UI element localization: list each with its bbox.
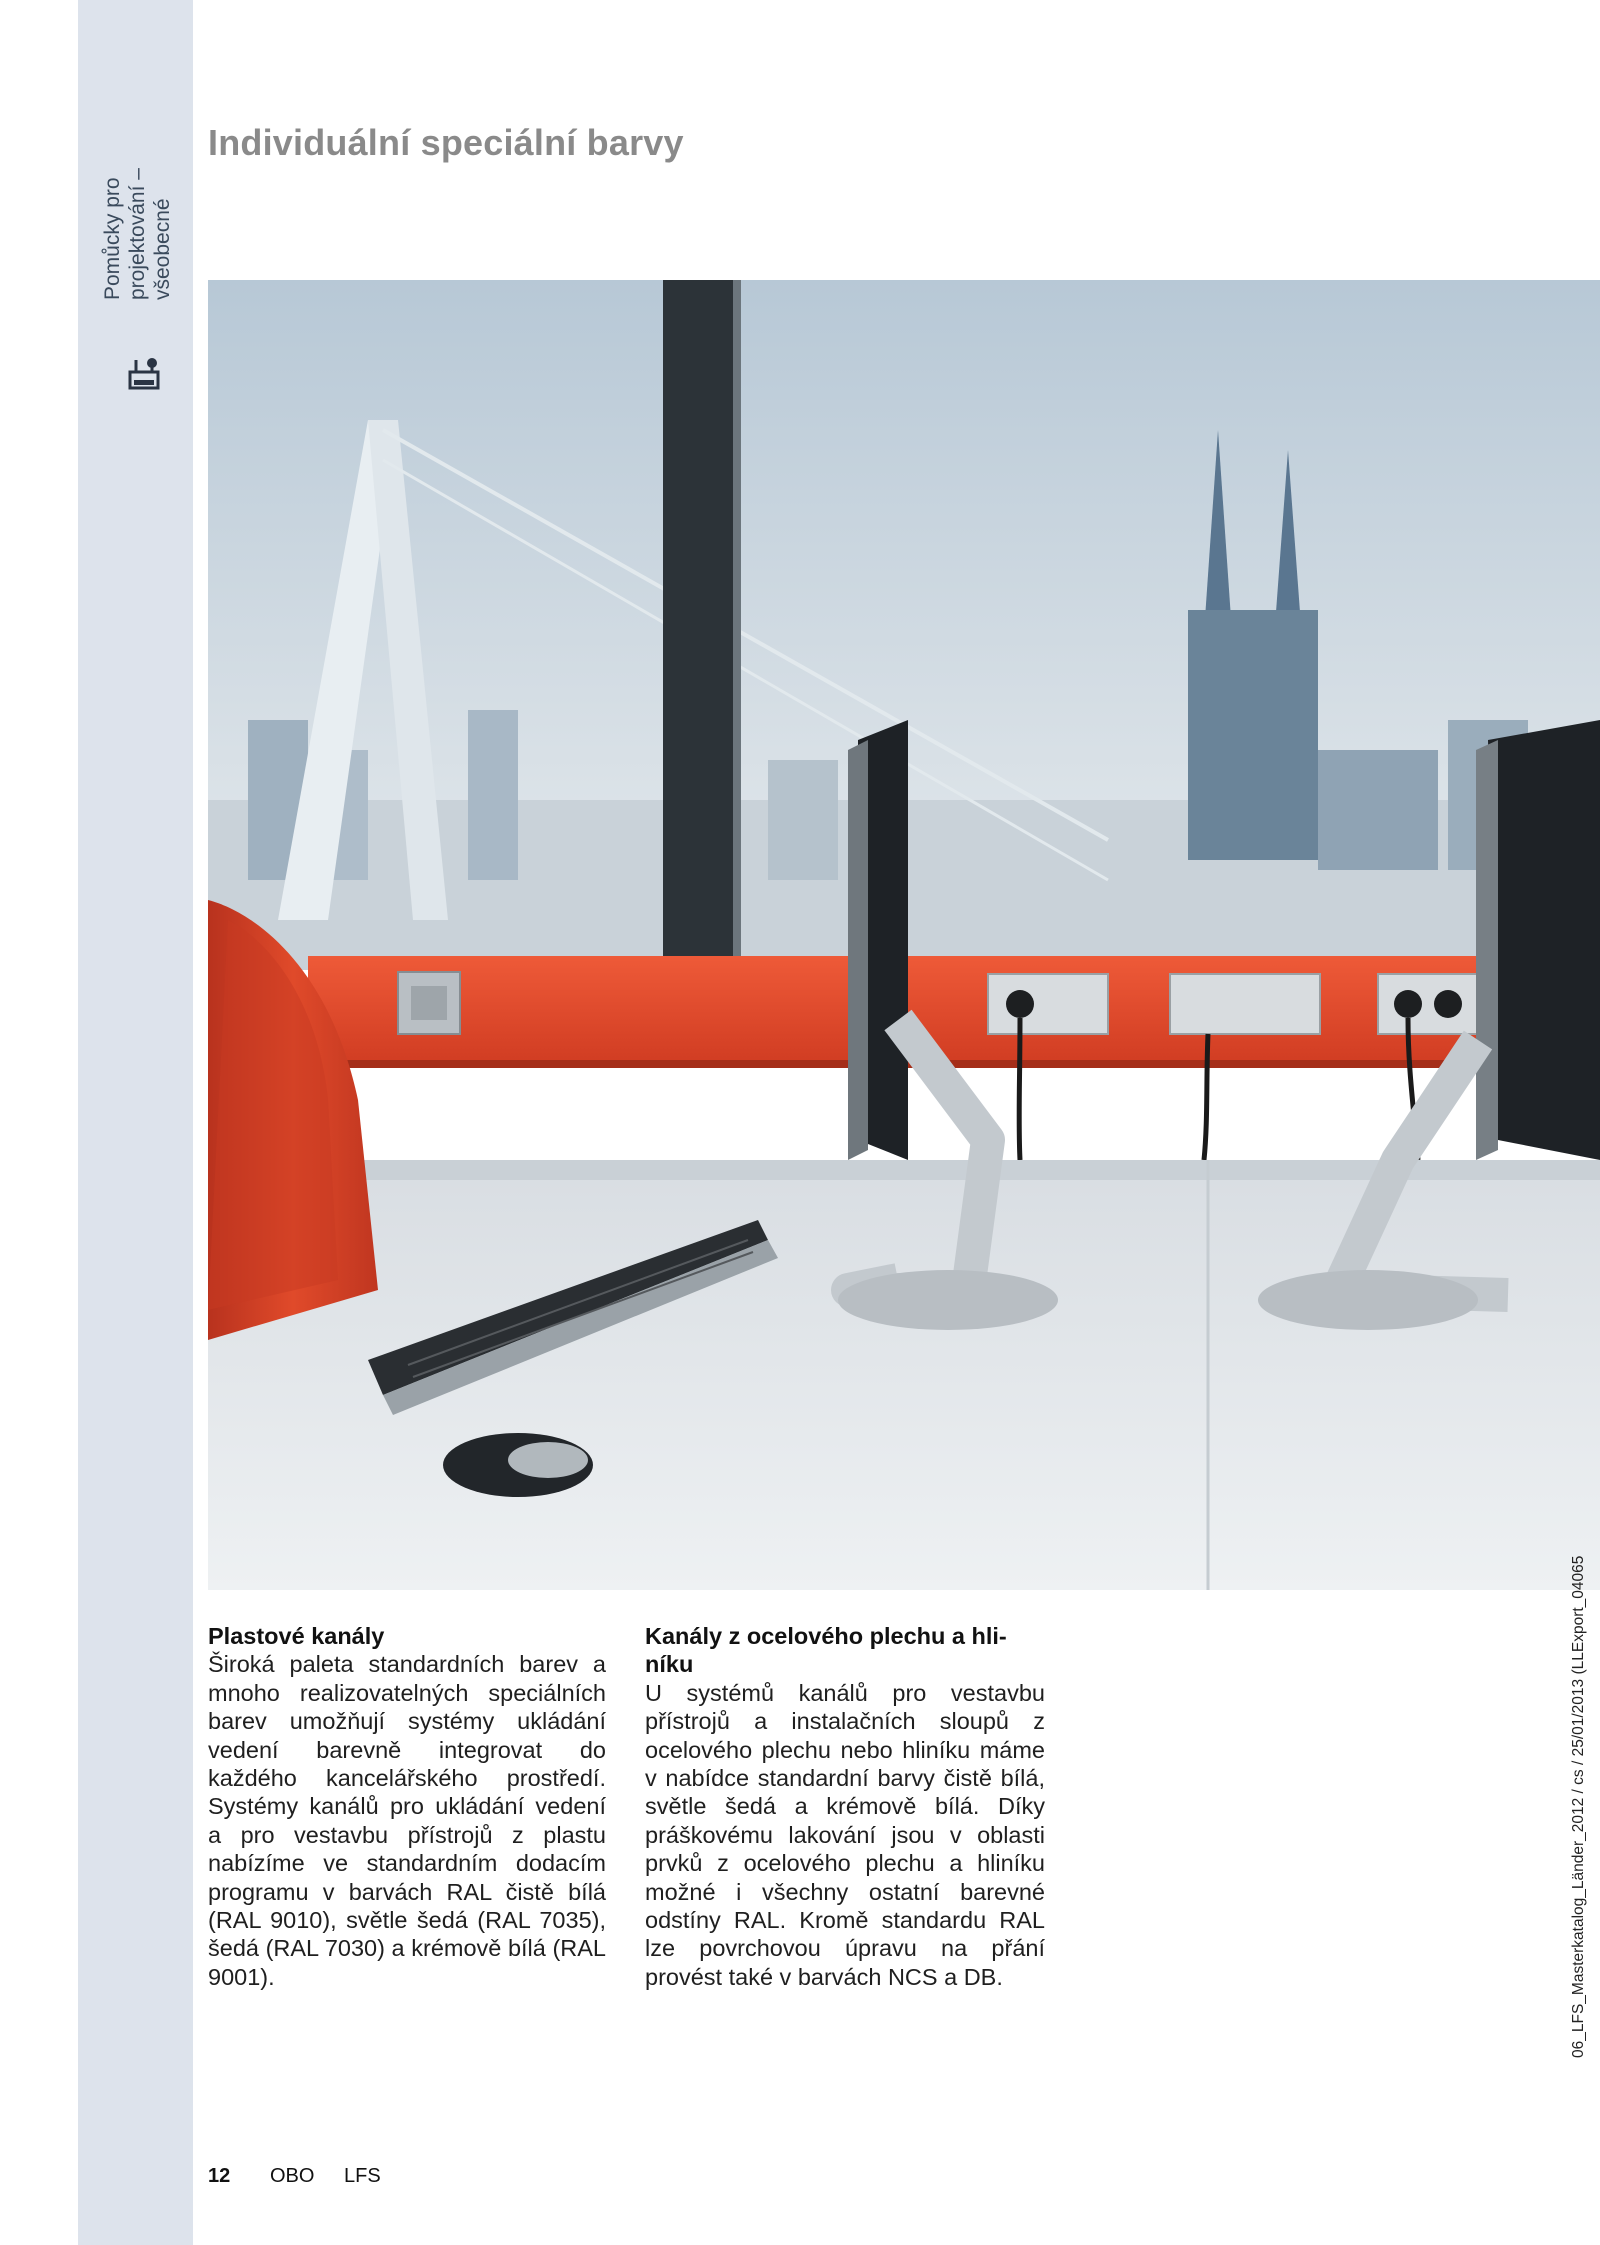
footer-brand: OBO (270, 2165, 315, 2187)
document-code: 06_LFS_Masterkatalog_Länder_2012 / cs / 25/01/2013 (LLExport_04065 (1570, 1555, 1587, 2058)
sidebar-band (78, 0, 193, 2245)
column-text: U systémů kanálů pro vestavbu přístrojů a instalačních sloupů z ocelového plechu nebo hliníku máme v nabídce standardní barvy čistě bílá, světle šedá a krémově bílá. Díky práškovému lakování jsou v oblasti prvků z ocelového plechu a hliníku možné i všechny ostatní barevné odstíny RAL. Kromě standardu RAL lze povrchovou úpravu na přání provést také v barvách NCS a DB. (645, 1679, 1045, 1990)
column-text: Široká paleta standardních barev a mnoho realizovatelných speciálních barev umožňují systémy ukládání vedení barevně integrovat do každého kancelářského prostředí. Systémy kanálů pro ukládání vedení a pro vestavbu přístrojů z plastu nabízíme ve standardním dodacím programu v barvách RAL čistě bílá (RAL 9010), světle šedá (RAL 7035), šedá (RAL 7030) a krémově bílá (RAL 9001). (208, 1651, 606, 1990)
sidebar-label-line-2: projektování – (126, 168, 149, 300)
sidebar-label-line-1: Pomůcky pro (101, 177, 124, 300)
office-desk-photo (208, 280, 1600, 1590)
sidebar-label-line-3: všeobecné (151, 198, 174, 300)
column-heading: Plastové kanály (208, 1623, 385, 1649)
column-steel-aluminium-trunking (645, 1622, 1045, 1991)
planning-tools-icon (128, 356, 160, 392)
column-heading: Kanály z ocelového plechu a hliníku (645, 1623, 1007, 1678)
column-plastic-trunking (208, 1622, 606, 1991)
sidebar-section-label (100, 168, 175, 300)
footer-product: LFS (344, 2165, 381, 2187)
page-number: 12 (208, 2165, 231, 2187)
page-title: Individuální speciální barvy (208, 122, 684, 163)
